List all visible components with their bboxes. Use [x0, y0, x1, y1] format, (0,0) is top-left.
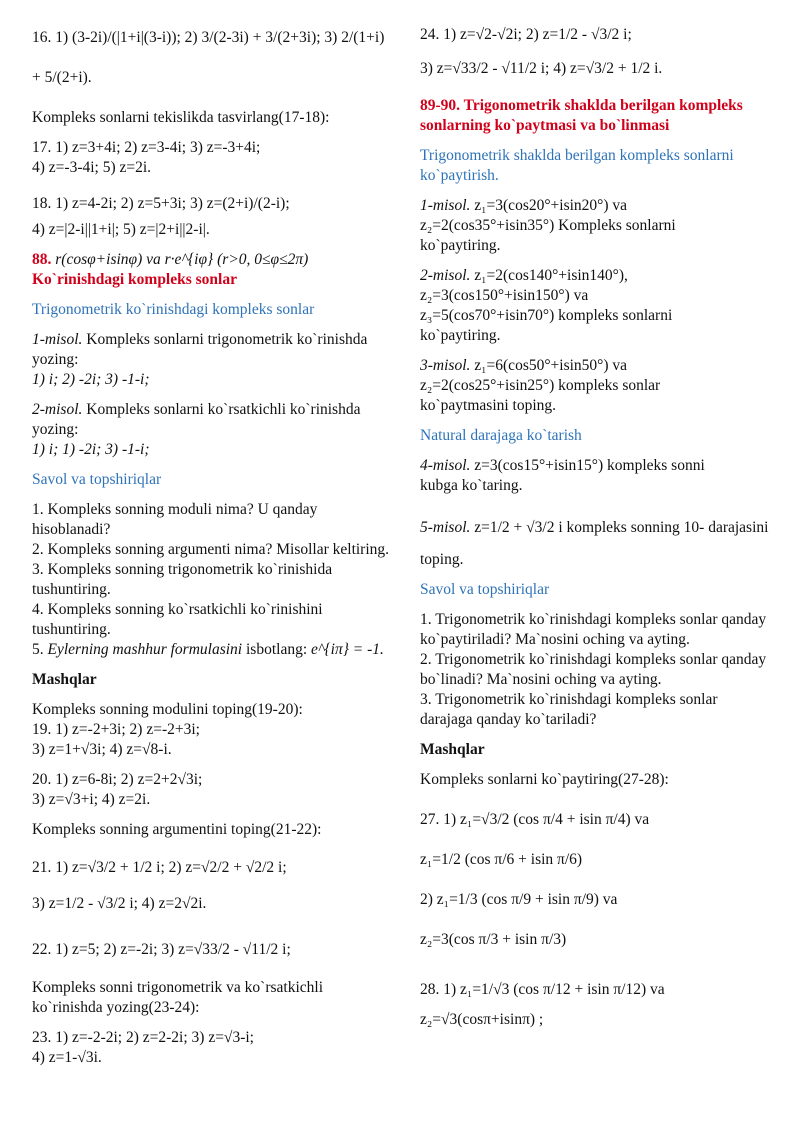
questions-right	[420, 610, 770, 730]
mult-heading: Trigonometrik shaklda berilgan kompleks sonlarni ko`paytirish.	[420, 147, 734, 184]
exercise-24-line-1: 24. 1) z=√2-√2i; 2) z=1/2 - √3/2 i;	[420, 26, 632, 43]
right-misol-4-line-2: kubga ko`taring.	[420, 477, 523, 494]
exercise-28-line-1: 28. 1) z₁=1/√3 (cos π/12 + isin π/12) va	[420, 981, 665, 998]
question-2: 2. Kompleks sonning argumenti nima? Misollar keltiring.	[32, 541, 390, 558]
right-misol-2	[420, 266, 770, 346]
right-misol-4-line-1: z=3(cos15°+isin15°) kompleks sonni	[474, 457, 705, 474]
section-88-title: Ko`rinishdagi kompleks sonlar	[32, 271, 237, 288]
exercise-17-line-2: 4) z=-3-4i; 5) z=2i.	[32, 159, 152, 176]
write-intro: Kompleks sonni trigonometrik va ko`rsatkichli ko`rinishda yozing(23-24):	[32, 979, 324, 1016]
exercise-20-line-1: 20. 1) z=6-8i; 2) z=2+2√3i;	[32, 771, 203, 788]
mashqlar-heading-left: Mashqlar	[32, 671, 97, 688]
exercise-19-line-1: 19. 1) z=-2+3i; 2) z=-2+3i;	[32, 721, 200, 738]
right-misol-1-line-1: z₁=3(cos20°+isin20°) va	[474, 197, 628, 214]
right-misol-3-label: 3-misol.	[420, 357, 471, 374]
right-misol-1-line-2: z₂=2(cos35°+isin35°) Kompleks sonlarni	[420, 217, 676, 234]
right-misol-3-line-1: z₁=6(cos50°+isin50°) va	[474, 357, 628, 374]
natural-heading: Natural darajaga ko`tarish	[420, 427, 582, 444]
exercise-27-line-1: 27. 1) z₁=√3/2 (cos π/4 + isin π/4) va	[420, 811, 650, 828]
section-88-heading	[32, 250, 390, 290]
question-5-euler: Eylerning mashhur formulasini	[47, 641, 243, 658]
questions-left	[32, 500, 390, 660]
exercise-21-line-2: 3) z=1/2 - √3/2 i; 4) z=2√2i.	[32, 895, 207, 912]
exercise-23-line-1: 23. 1) z=-2-2i; 2) z=2-2i; 3) z=√3-i;	[32, 1029, 254, 1046]
exercise-20-line-2: 3) z=√3+i; 4) z=2i.	[32, 791, 151, 808]
question-5-verb: isbotlang:	[242, 641, 312, 658]
misol-2-text: Kompleks sonlarni ko`rsatkichli ko`rinishda yozing:	[32, 401, 361, 438]
arg-intro: Kompleks sonning argumentini toping(21-22):	[32, 821, 322, 838]
right-misol-2-line-3: z₃=5(cos70°+isin70°) kompleks sonlarni	[420, 307, 673, 324]
right-misol-4-label: 4-misol.	[420, 457, 471, 474]
right-misol-2-line-4: ko`paytiring.	[420, 327, 501, 344]
exercise-27-line-4: z₂=3(cos π/3 + isin π/3)	[420, 931, 567, 948]
right-misol-1-label: 1-misol.	[420, 197, 471, 214]
right-misol-4	[420, 456, 770, 496]
exercise-18-line-1: 18. 1) z=4-2i; 2) z=5+3i; 3) z=(2+i)/(2-i);	[32, 195, 290, 212]
question-4: 4. Kompleks sonning ko`rsatkichli ko`rinishini tushuntiring.	[32, 601, 323, 638]
exercise-21-line-1: 21. 1) z=√3/2 + 1/2 i; 2) z=√2/2 + √2/2 i;	[32, 859, 287, 876]
exercise-24	[420, 18, 770, 86]
right-misol-3	[420, 356, 770, 416]
question-5-formula: e^{iπ} = -1.	[311, 641, 384, 658]
plot-intro: Kompleks sonlarni tekislikda tasvirlang(17-18):	[32, 109, 330, 126]
trig-heading: Trigonometrik ko`rinishdagi kompleks sonlar	[32, 301, 315, 318]
right-misol-3-line-3: ko`paytmasini toping.	[420, 397, 557, 414]
right-question-3: 3. Trigonometrik ko`rinishdagi kompleks sonlar darajaga qanday ko`tariladi?	[420, 691, 718, 728]
exercise-20	[32, 770, 390, 810]
exercise-24-line-2: 3) z=√33/2 - √11/2 i; 4) z=√3/2 + 1/2 i.	[420, 60, 663, 77]
right-misol-2-line-2: z₂=3(cos150°+isin150°) va	[420, 287, 589, 304]
question-3: 3. Kompleks sonning trigonometrik ko`rinishida tushuntiring.	[32, 561, 333, 598]
exercise-19-line-2: 3) z=1+√3i; 4) z=√8-i.	[32, 741, 172, 758]
misol-1-items: 1) i; 2) -2i; 3) -1-i;	[32, 371, 150, 388]
savol-heading-right: Savol va topshiriqlar	[420, 581, 550, 598]
right-misol-1-line-3: ko`paytiring.	[420, 237, 501, 254]
misol-2	[32, 400, 390, 460]
right-misol-5-line-2: toping.	[420, 551, 464, 568]
left-column	[32, 18, 390, 1078]
exercise-18-line-2: 4) z=|2-i||1+i|; 5) z=|2+i||2-i|.	[32, 221, 210, 238]
exercise-23-line-2: 4) z=1-√3i.	[32, 1049, 102, 1066]
right-column	[420, 18, 770, 1040]
section-88-number: 88.	[32, 251, 52, 268]
question-5	[32, 640, 390, 660]
exercise-27	[420, 800, 770, 960]
misol-1-text: Kompleks sonlarni trigonometrik ko`rinishda yozing:	[32, 331, 368, 368]
exercise-27-line-2: z₁=1/2 (cos π/6 + isin π/6)	[420, 851, 583, 868]
right-misol-2-line-1: z₁=2(cos140°+isin140°),	[474, 267, 628, 284]
modul-intro-text: Kompleks sonning modulini toping(19-20):	[32, 701, 303, 718]
exercise-28	[420, 970, 770, 1030]
mult-intro: Kompleks sonlarni ko`paytiring(27-28):	[420, 771, 669, 788]
right-question-2: 2. Trigonometrik ko`rinishdagi kompleks sonlar qanday bo`linadi? Ma`nosini oching va ayting.	[420, 651, 767, 688]
exercise-17-line-1: 17. 1) z=3+4i; 2) z=3-4i; 3) z=-3+4i;	[32, 139, 261, 156]
section-89-90-title: 89-90. Trigonometrik shaklda berilgan kompleks sonlarning ko`paytmasi va bo`linmasi	[420, 97, 743, 134]
exercise-17	[32, 138, 390, 178]
right-question-1: 1. Trigonometrik ko`rinishdagi kompleks sonlar qanday ko`paytiriladi? Ma`nosini oching va ayting.	[420, 611, 767, 648]
modul-intro	[32, 700, 390, 760]
misol-2-items: 1) i; 1) -2i; 3) -1-i;	[32, 441, 150, 458]
right-misol-5	[420, 506, 770, 570]
section-88-formula: r(cosφ+isinφ) va r·e^{iφ} (r>0, 0≤φ≤2π)	[55, 251, 309, 268]
right-misol-2-label: 2-misol.	[420, 267, 471, 284]
exercise-21	[32, 850, 390, 922]
misol-1-label: 1-misol.	[32, 331, 83, 348]
savol-heading-left: Savol va topshiriqlar	[32, 471, 162, 488]
misol-1	[32, 330, 390, 390]
mashqlar-heading-right: Mashqlar	[420, 741, 485, 758]
exercise-23	[32, 1028, 390, 1068]
exercise-16: 16. 1) (3-2i)/(|1+i|(3-i)); 2) 3/(2-3i) + 3/(2+3i); 3) 2/(1+i) + 5/(2+i).	[32, 29, 385, 86]
question-5-num: 5.	[32, 641, 48, 658]
misol-2-label: 2-misol.	[32, 401, 83, 418]
right-misol-1	[420, 196, 770, 256]
question-1: 1. Kompleks sonning moduli nima? U qanday hisoblanadi?	[32, 501, 318, 538]
exercise-27-line-3: 2) z₁=1/3 (cos π/9 + isin π/9) va	[420, 891, 618, 908]
exercise-22: 22. 1) z=5; 2) z=-2i; 3) z=√33/2 - √11/2 i;	[32, 941, 291, 958]
right-misol-3-line-2: z₂=2(cos25°+isin25°) kompleks sonlar	[420, 377, 661, 394]
right-misol-5-line-1: z=1/2 + √3/2 i kompleks sonning 10- darajasini	[474, 519, 769, 536]
exercise-28-line-2: z₂=√3(cosπ+isinπ) ;	[420, 1011, 544, 1028]
exercise-18	[32, 188, 390, 240]
right-misol-5-label: 5-misol.	[420, 519, 471, 536]
